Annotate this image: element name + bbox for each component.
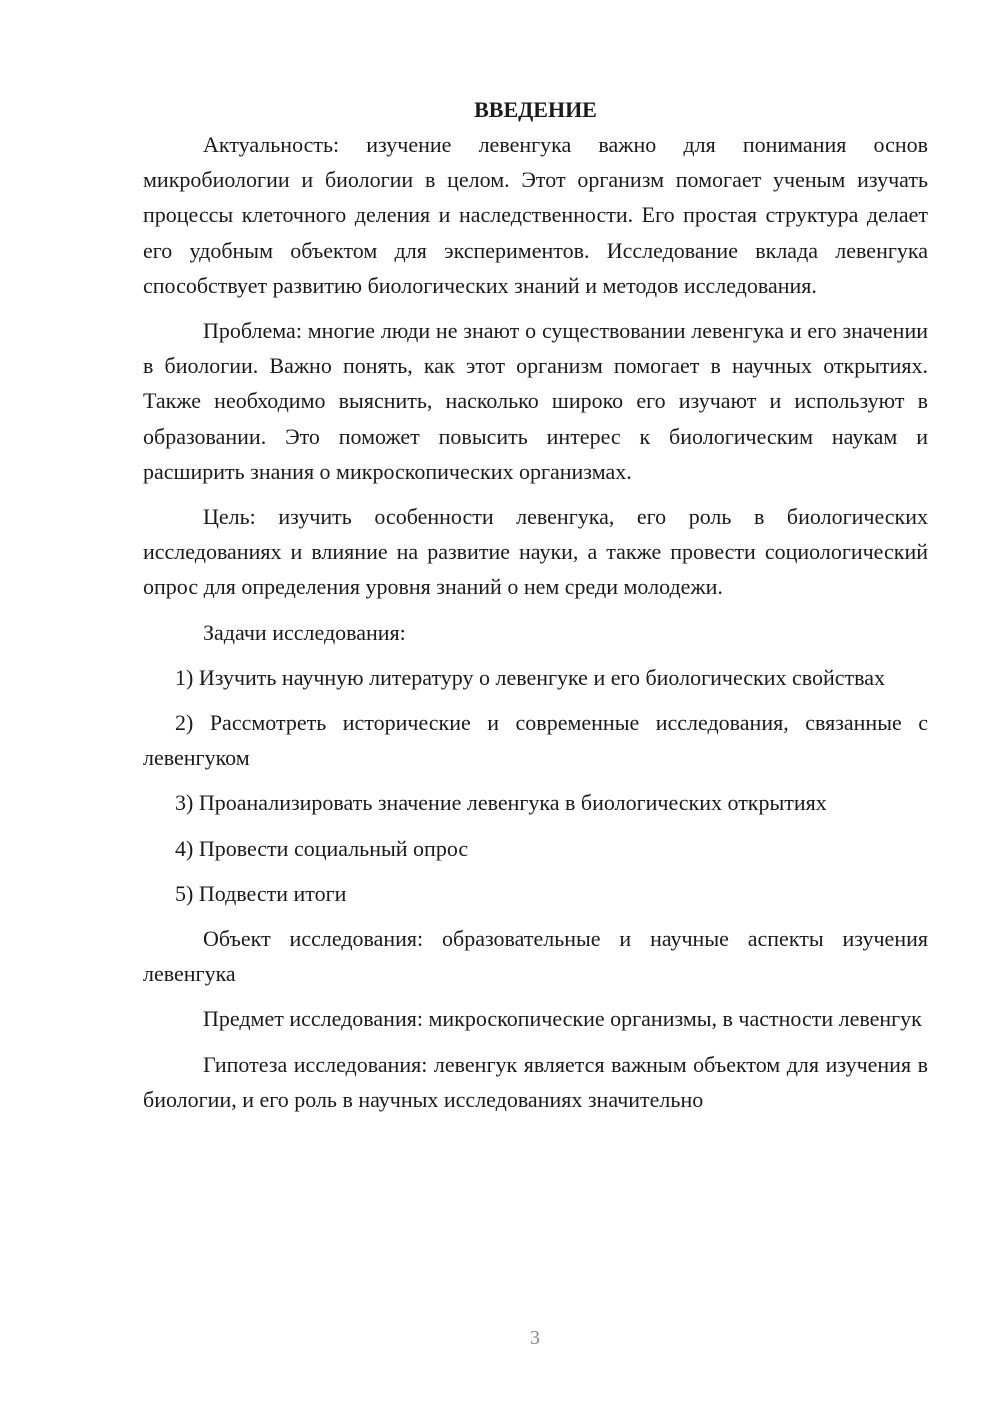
page-title: ВВЕДЕНИЕ	[474, 97, 597, 122]
document-page	[143, 92, 928, 1117]
paragraph-hypothesis: Гипотеза исследования: левенгук является важным объектом для изучения в биологии, и его роль в научных исследованиях значительно	[143, 1051, 928, 1112]
paragraph-object: Объект исследования: образовательные и научные аспекты изучения левенгука	[143, 926, 928, 987]
task-item-2: 2) Рассмотреть исторические и современные исследования, связанные с левенгуком	[143, 710, 928, 771]
page-number: 3	[530, 1327, 540, 1349]
task-item-5: 5) Подвести итоги	[175, 880, 347, 906]
task-item-4: 4) Провести социальный опрос	[175, 835, 469, 861]
paragraph-goal: Цель: изучить особенности левенгука, его роль в биологических исследованиях и влияние на развитие науки, а также провести социологический опрос для определения уровня знаний о нем среди молодежи.	[143, 504, 928, 600]
paragraph-tasks-heading: Задачи исследования:	[203, 619, 406, 645]
task-item-1: 1) Изучить научную литературу о левенгуке и его биологических свойствах	[175, 664, 886, 690]
paragraph-problem: Проблема: многие люди не знают о существовании левенгука и его значении в биологии. Важно понять, как этот организм помогает в научных открытиях. Также необходимо выяснить, насколько широко его изучают и используют в образовании. Это поможет повысить интерес к биологическим наукам и расширить знания о микроскопических организмах.	[143, 318, 928, 484]
paragraph-relevance: Актуальность: изучение левенгука важно для понимания основ микробиологии и биологии в целом. Этот организм помогает ученым изучать процессы клеточного деления и наследственности. Его простая структура делает его удобным объектом для экспериментов. Исследование вклада левенгука способствует развитию биологических знаний и методов исследования.	[143, 132, 928, 298]
paragraph-subject: Предмет исследования: микроскопические организмы, в частности левенгук	[203, 1006, 922, 1032]
task-item-3: 3) Проанализировать значение левенгука в биологических открытиях	[175, 790, 827, 816]
